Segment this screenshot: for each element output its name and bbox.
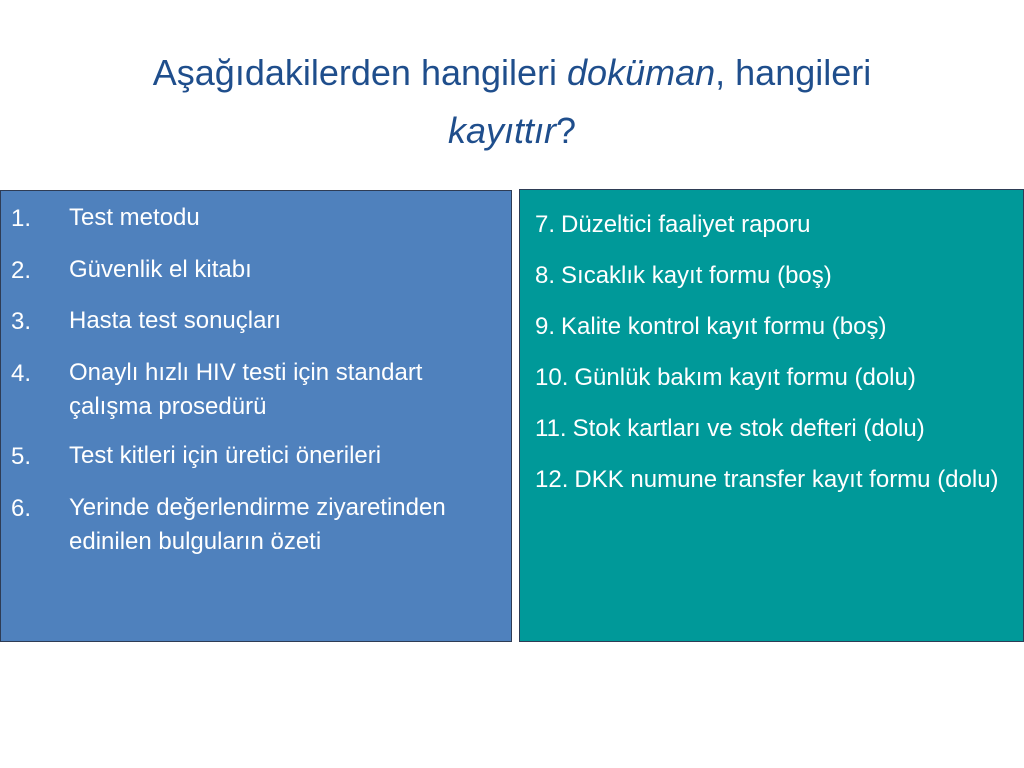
list-item-text: Test metodu	[69, 204, 200, 231]
list-item	[520, 310, 1023, 344]
list-item	[520, 463, 1023, 497]
list-item-text: Sıcaklık kayıt formu (boş)	[561, 262, 832, 289]
list-item	[520, 259, 1023, 293]
list-item-number: 6.	[11, 494, 32, 522]
records-list-box	[519, 189, 1024, 642]
list-item-number: 10.	[535, 364, 569, 391]
title-question-mark: ?	[556, 110, 577, 151]
list-item-text: Kalite kontrol kayıt formu (boş)	[561, 313, 887, 340]
list-item-number: 1.	[11, 205, 32, 232]
documents-list-box	[0, 190, 512, 642]
list-item-number: 5.	[11, 443, 32, 470]
list-item-text: DKK numune transfer kayıt formu (dolu)	[574, 466, 999, 493]
title-italic-record: kayıttır	[447, 110, 556, 151]
title-italic-document: doküman	[567, 52, 716, 93]
list-item	[1, 356, 511, 424]
list-item	[1, 201, 511, 237]
list-item-text: Hasta test sonuçları	[69, 307, 282, 334]
slide-title	[60, 44, 964, 160]
list-item-number: 7.	[535, 211, 556, 238]
list-item	[520, 361, 1023, 395]
list-item-number: 11.	[535, 415, 567, 442]
list-item-number: 2.	[11, 256, 32, 284]
list-item-number: 12.	[535, 466, 569, 493]
documents-list	[1, 191, 511, 559]
list-item-text: Düzeltici faaliyet raporu	[561, 211, 811, 238]
list-item	[520, 412, 1023, 446]
title-text-1: Aşağıdakilerden hangileri	[152, 52, 568, 93]
list-item-number: 4.	[11, 359, 32, 387]
list-item-number: 3.	[11, 308, 32, 335]
list-item-text: Onaylı hızlı HIV testi için standart çalışma prosedürü	[69, 358, 423, 420]
list-item-number: 9.	[535, 313, 556, 340]
list-item	[1, 439, 511, 475]
list-item	[1, 253, 511, 289]
title-text-2: , hangileri	[715, 52, 872, 93]
list-item-text: Yerinde değerlendirme ziyaretinden edinilen bulguların özeti	[69, 493, 446, 555]
list-item	[1, 304, 511, 340]
list-item	[1, 491, 511, 559]
list-item-text: Güvenlik el kitabı	[69, 255, 252, 283]
list-item-text: Stok kartları ve stok defteri (dolu)	[572, 415, 925, 442]
list-item-text: Günlük bakım kayıt formu (dolu)	[574, 364, 916, 391]
list-item-number: 8.	[535, 262, 556, 289]
list-item-text: Test kitleri için üretici önerileri	[69, 442, 382, 469]
records-list	[520, 190, 1023, 497]
list-item	[520, 208, 1023, 242]
